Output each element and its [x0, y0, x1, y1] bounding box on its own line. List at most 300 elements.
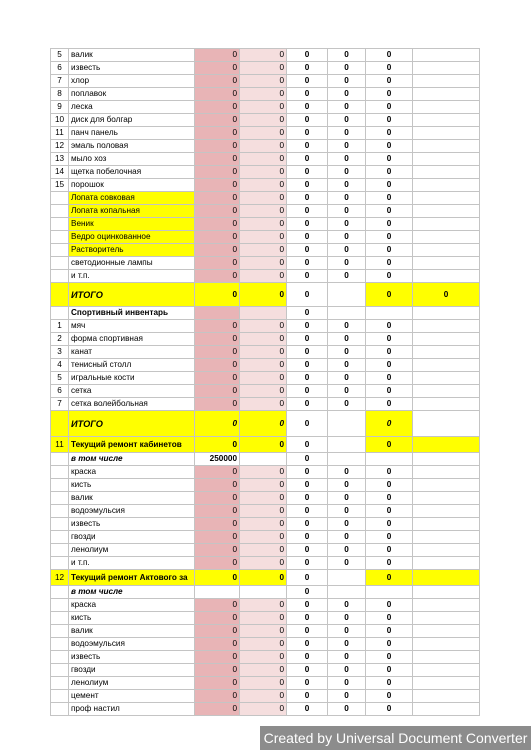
cell-name[interactable]: Лопата копальная — [69, 205, 195, 218]
cell-c6[interactable] — [366, 586, 413, 599]
cell-c4[interactable]: 0 — [287, 346, 328, 359]
cell-c6[interactable]: 0 — [366, 192, 413, 205]
cell-v1[interactable]: 0 — [195, 62, 240, 75]
cell-c6[interactable]: 0 — [366, 114, 413, 127]
cell-v1[interactable]: 0 — [195, 257, 240, 270]
cell-c4[interactable]: 0 — [287, 179, 328, 192]
cell-c7[interactable] — [413, 166, 480, 179]
cell-v1[interactable]: 0 — [195, 612, 240, 625]
cell-c4[interactable]: 0 — [287, 231, 328, 244]
cell-c5[interactable]: 0 — [328, 531, 366, 544]
cell-v2[interactable]: 0 — [240, 75, 287, 88]
cell-c7[interactable] — [413, 114, 480, 127]
cell-c5[interactable]: 0 — [328, 333, 366, 346]
cell-v1[interactable]: 0 — [195, 75, 240, 88]
cell-c6[interactable] — [366, 307, 413, 320]
cell-c4[interactable]: 0 — [287, 466, 328, 479]
cell-v1[interactable]: 0 — [195, 101, 240, 114]
cell-v2[interactable]: 0 — [240, 101, 287, 114]
cell-c6[interactable]: 0 — [366, 346, 413, 359]
cell-v1[interactable]: 0 — [195, 437, 240, 453]
cell-c7[interactable] — [413, 557, 480, 570]
cell-c4[interactable]: 0 — [287, 385, 328, 398]
cell-name[interactable]: мыло хоз — [69, 153, 195, 166]
cell-v2[interactable]: 0 — [240, 677, 287, 690]
cell-c6[interactable] — [366, 453, 413, 466]
cell-name[interactable]: Растворитель — [69, 244, 195, 257]
cell-name[interactable]: валик — [69, 49, 195, 62]
cell-c5[interactable]: 0 — [328, 505, 366, 518]
cell-c5[interactable]: 0 — [328, 166, 366, 179]
cell-c5[interactable]: 0 — [328, 703, 366, 716]
cell-v1[interactable]: 0 — [195, 359, 240, 372]
cell-v2[interactable]: 0 — [240, 127, 287, 140]
cell-c6[interactable]: 0 — [366, 320, 413, 333]
cell-c6[interactable]: 0 — [366, 218, 413, 231]
cell-c6[interactable]: 0 — [366, 179, 413, 192]
cell-v2[interactable]: 0 — [240, 179, 287, 192]
cell-c5[interactable]: 0 — [328, 479, 366, 492]
cell-c4[interactable]: 0 — [287, 505, 328, 518]
cell-num[interactable] — [51, 411, 69, 437]
cell-c4[interactable]: 0 — [287, 359, 328, 372]
cell-c7[interactable] — [413, 385, 480, 398]
cell-v1[interactable]: 0 — [195, 333, 240, 346]
cell-c5[interactable]: 0 — [328, 75, 366, 88]
cell-c5[interactable] — [328, 453, 366, 466]
cell-num[interactable]: 5 — [51, 372, 69, 385]
cell-c7[interactable] — [413, 544, 480, 557]
cell-num[interactable]: 6 — [51, 62, 69, 75]
cell-c7[interactable]: 0 — [413, 283, 480, 307]
cell-c6[interactable]: 0 — [366, 166, 413, 179]
cell-name[interactable]: известь — [69, 62, 195, 75]
cell-name[interactable]: Ведро оцинкованное — [69, 231, 195, 244]
cell-name[interactable]: форма спортивная — [69, 333, 195, 346]
cell-c6[interactable]: 0 — [366, 518, 413, 531]
cell-c4[interactable]: 0 — [287, 114, 328, 127]
cell-c7[interactable] — [413, 257, 480, 270]
cell-v1[interactable]: 0 — [195, 544, 240, 557]
cell-c5[interactable]: 0 — [328, 218, 366, 231]
cell-c5[interactable]: 0 — [328, 625, 366, 638]
cell-c4[interactable]: 0 — [287, 101, 328, 114]
cell-c7[interactable] — [413, 586, 480, 599]
cell-v1[interactable]: 0 — [195, 231, 240, 244]
cell-v2[interactable]: 0 — [240, 411, 287, 437]
cell-name[interactable]: сетка волейбольная — [69, 398, 195, 411]
cell-c5[interactable]: 0 — [328, 62, 366, 75]
cell-name[interactable]: щетка побелочная — [69, 166, 195, 179]
cell-num[interactable] — [51, 557, 69, 570]
cell-v2[interactable]: 0 — [240, 385, 287, 398]
cell-c5[interactable] — [328, 307, 366, 320]
cell-v1[interactable]: 0 — [195, 283, 240, 307]
cell-num[interactable] — [51, 244, 69, 257]
cell-num[interactable]: 12 — [51, 570, 69, 586]
cell-num[interactable] — [51, 677, 69, 690]
cell-c5[interactable]: 0 — [328, 270, 366, 283]
cell-v2[interactable]: 0 — [240, 638, 287, 651]
cell-v1[interactable]: 0 — [195, 599, 240, 612]
cell-v2[interactable]: 0 — [240, 166, 287, 179]
cell-name[interactable]: панч панель — [69, 127, 195, 140]
cell-c4[interactable]: 0 — [287, 690, 328, 703]
cell-v2[interactable] — [240, 586, 287, 599]
cell-c5[interactable] — [328, 437, 366, 453]
cell-name[interactable]: поплавок — [69, 88, 195, 101]
cell-c7[interactable] — [413, 398, 480, 411]
cell-c6[interactable]: 0 — [366, 703, 413, 716]
cell-name[interactable]: и т.п. — [69, 270, 195, 283]
cell-v2[interactable]: 0 — [240, 479, 287, 492]
cell-name[interactable]: Веник — [69, 218, 195, 231]
cell-v2[interactable]: 0 — [240, 492, 287, 505]
cell-name[interactable]: сетка — [69, 385, 195, 398]
cell-v2[interactable]: 0 — [240, 346, 287, 359]
cell-c5[interactable]: 0 — [328, 101, 366, 114]
cell-num[interactable] — [51, 283, 69, 307]
cell-c7[interactable] — [413, 205, 480, 218]
cell-c7[interactable] — [413, 270, 480, 283]
cell-c4[interactable]: 0 — [287, 307, 328, 320]
cell-name[interactable]: в том числе — [69, 586, 195, 599]
cell-c7[interactable] — [413, 101, 480, 114]
cell-c4[interactable]: 0 — [287, 398, 328, 411]
cell-c4[interactable]: 0 — [287, 677, 328, 690]
cell-c4[interactable]: 0 — [287, 518, 328, 531]
cell-name[interactable]: тенисный столл — [69, 359, 195, 372]
cell-c6[interactable]: 0 — [366, 127, 413, 140]
cell-c7[interactable] — [413, 307, 480, 320]
cell-name[interactable]: валик — [69, 492, 195, 505]
cell-c7[interactable] — [413, 492, 480, 505]
cell-c5[interactable]: 0 — [328, 140, 366, 153]
cell-c7[interactable] — [413, 372, 480, 385]
cell-c6[interactable]: 0 — [366, 62, 413, 75]
cell-c7[interactable] — [413, 599, 480, 612]
cell-c5[interactable] — [328, 283, 366, 307]
cell-num[interactable] — [51, 466, 69, 479]
cell-c7[interactable] — [413, 703, 480, 716]
cell-c5[interactable]: 0 — [328, 257, 366, 270]
cell-c4[interactable]: 0 — [287, 88, 328, 101]
cell-name[interactable]: диск для болгар — [69, 114, 195, 127]
cell-c6[interactable]: 0 — [366, 505, 413, 518]
cell-c4[interactable]: 0 — [287, 651, 328, 664]
cell-c7[interactable] — [413, 179, 480, 192]
cell-v1[interactable]: 0 — [195, 244, 240, 257]
cell-v1[interactable]: 0 — [195, 153, 240, 166]
cell-num[interactable] — [51, 192, 69, 205]
cell-c5[interactable]: 0 — [328, 153, 366, 166]
cell-v2[interactable]: 0 — [240, 333, 287, 346]
cell-c4[interactable]: 0 — [287, 586, 328, 599]
cell-num[interactable]: 12 — [51, 140, 69, 153]
cell-v1[interactable]: 0 — [195, 205, 240, 218]
cell-c5[interactable]: 0 — [328, 385, 366, 398]
cell-name[interactable]: Спортивный инвентарь — [69, 307, 195, 320]
cell-v1[interactable]: 0 — [195, 218, 240, 231]
cell-c5[interactable]: 0 — [328, 557, 366, 570]
cell-v2[interactable]: 0 — [240, 283, 287, 307]
cell-c7[interactable] — [413, 625, 480, 638]
cell-v2[interactable] — [240, 307, 287, 320]
cell-c4[interactable]: 0 — [287, 140, 328, 153]
cell-c4[interactable]: 0 — [287, 218, 328, 231]
cell-name[interactable]: Текущий ремонт кабинетов — [69, 437, 195, 453]
cell-v2[interactable]: 0 — [240, 651, 287, 664]
cell-c4[interactable]: 0 — [287, 49, 328, 62]
cell-c5[interactable]: 0 — [328, 192, 366, 205]
cell-num[interactable] — [51, 205, 69, 218]
cell-num[interactable] — [51, 612, 69, 625]
cell-c4[interactable]: 0 — [287, 192, 328, 205]
cell-c6[interactable]: 0 — [366, 101, 413, 114]
cell-c7[interactable] — [413, 127, 480, 140]
cell-num[interactable]: 13 — [51, 153, 69, 166]
cell-c6[interactable]: 0 — [366, 625, 413, 638]
cell-c6[interactable]: 0 — [366, 544, 413, 557]
cell-num[interactable]: 1 — [51, 320, 69, 333]
cell-c7[interactable] — [413, 531, 480, 544]
cell-name[interactable]: хлор — [69, 75, 195, 88]
cell-v1[interactable]: 0 — [195, 625, 240, 638]
cell-c7[interactable] — [413, 62, 480, 75]
cell-v1[interactable] — [195, 586, 240, 599]
cell-v2[interactable]: 0 — [240, 437, 287, 453]
cell-c4[interactable]: 0 — [287, 283, 328, 307]
cell-name[interactable]: краска — [69, 599, 195, 612]
cell-v1[interactable]: 0 — [195, 677, 240, 690]
cell-v2[interactable]: 0 — [240, 359, 287, 372]
cell-num[interactable]: 3 — [51, 346, 69, 359]
cell-c5[interactable] — [328, 570, 366, 586]
cell-c6[interactable]: 0 — [366, 270, 413, 283]
cell-c7[interactable] — [413, 411, 480, 437]
cell-v1[interactable]: 0 — [195, 492, 240, 505]
cell-v1[interactable]: 250000 — [195, 453, 240, 466]
cell-num[interactable] — [51, 453, 69, 466]
cell-c6[interactable]: 0 — [366, 205, 413, 218]
cell-c4[interactable]: 0 — [287, 166, 328, 179]
cell-c7[interactable] — [413, 49, 480, 62]
cell-c6[interactable]: 0 — [366, 599, 413, 612]
cell-c5[interactable]: 0 — [328, 612, 366, 625]
cell-v2[interactable]: 0 — [240, 372, 287, 385]
cell-num[interactable]: 11 — [51, 437, 69, 453]
cell-c5[interactable]: 0 — [328, 205, 366, 218]
cell-c5[interactable]: 0 — [328, 231, 366, 244]
cell-v1[interactable]: 0 — [195, 664, 240, 677]
cell-name[interactable]: краска — [69, 466, 195, 479]
cell-c7[interactable] — [413, 479, 480, 492]
cell-num[interactable] — [51, 703, 69, 716]
cell-c4[interactable]: 0 — [287, 544, 328, 557]
cell-v1[interactable]: 0 — [195, 140, 240, 153]
cell-c5[interactable]: 0 — [328, 518, 366, 531]
cell-c5[interactable] — [328, 586, 366, 599]
cell-c4[interactable]: 0 — [287, 75, 328, 88]
cell-c7[interactable] — [413, 88, 480, 101]
cell-v2[interactable]: 0 — [240, 192, 287, 205]
cell-v1[interactable]: 0 — [195, 192, 240, 205]
cell-c4[interactable]: 0 — [287, 257, 328, 270]
cell-v1[interactable]: 0 — [195, 320, 240, 333]
cell-c6[interactable]: 0 — [366, 140, 413, 153]
cell-name[interactable]: известь — [69, 651, 195, 664]
cell-num[interactable] — [51, 479, 69, 492]
cell-c4[interactable]: 0 — [287, 372, 328, 385]
cell-c7[interactable] — [413, 153, 480, 166]
cell-num[interactable] — [51, 505, 69, 518]
cell-v1[interactable]: 0 — [195, 531, 240, 544]
cell-num[interactable] — [51, 492, 69, 505]
cell-name[interactable]: гвозди — [69, 531, 195, 544]
cell-c6[interactable]: 0 — [366, 359, 413, 372]
cell-v2[interactable]: 0 — [240, 153, 287, 166]
cell-v2[interactable]: 0 — [240, 664, 287, 677]
cell-c6[interactable]: 0 — [366, 651, 413, 664]
cell-num[interactable] — [51, 218, 69, 231]
cell-name[interactable]: ИТОГО — [69, 411, 195, 437]
cell-num[interactable]: 14 — [51, 166, 69, 179]
cell-c6[interactable]: 0 — [366, 231, 413, 244]
cell-num[interactable]: 5 — [51, 49, 69, 62]
cell-c7[interactable] — [413, 192, 480, 205]
cell-v2[interactable]: 0 — [240, 244, 287, 257]
cell-v1[interactable]: 0 — [195, 385, 240, 398]
cell-c5[interactable]: 0 — [328, 466, 366, 479]
cell-name[interactable]: ленолиум — [69, 677, 195, 690]
cell-c4[interactable]: 0 — [287, 270, 328, 283]
cell-c5[interactable]: 0 — [328, 677, 366, 690]
cell-v1[interactable]: 0 — [195, 346, 240, 359]
cell-v2[interactable]: 0 — [240, 612, 287, 625]
cell-num[interactable] — [51, 599, 69, 612]
cell-c6[interactable]: 0 — [366, 244, 413, 257]
cell-c6[interactable]: 0 — [366, 333, 413, 346]
cell-v2[interactable]: 0 — [240, 466, 287, 479]
cell-c6[interactable]: 0 — [366, 638, 413, 651]
cell-c4[interactable]: 0 — [287, 333, 328, 346]
cell-v2[interactable]: 0 — [240, 49, 287, 62]
cell-v1[interactable]: 0 — [195, 638, 240, 651]
cell-num[interactable] — [51, 531, 69, 544]
cell-c6[interactable]: 0 — [366, 677, 413, 690]
cell-num[interactable]: 2 — [51, 333, 69, 346]
cell-v1[interactable]: 0 — [195, 690, 240, 703]
cell-num[interactable] — [51, 231, 69, 244]
cell-num[interactable]: 15 — [51, 179, 69, 192]
cell-c6[interactable]: 0 — [366, 75, 413, 88]
cell-c4[interactable]: 0 — [287, 320, 328, 333]
cell-c7[interactable] — [413, 359, 480, 372]
cell-c5[interactable]: 0 — [328, 651, 366, 664]
cell-c5[interactable]: 0 — [328, 544, 366, 557]
cell-c6[interactable]: 0 — [366, 257, 413, 270]
cell-c7[interactable] — [413, 505, 480, 518]
cell-v2[interactable]: 0 — [240, 690, 287, 703]
cell-c7[interactable] — [413, 333, 480, 346]
cell-c4[interactable]: 0 — [287, 570, 328, 586]
cell-c6[interactable]: 0 — [366, 664, 413, 677]
cell-name[interactable]: мяч — [69, 320, 195, 333]
cell-c7[interactable] — [413, 638, 480, 651]
cell-c4[interactable]: 0 — [287, 244, 328, 257]
cell-c4[interactable]: 0 — [287, 411, 328, 437]
cell-c4[interactable]: 0 — [287, 703, 328, 716]
cell-c7[interactable] — [413, 677, 480, 690]
cell-c4[interactable]: 0 — [287, 153, 328, 166]
cell-c6[interactable]: 0 — [366, 49, 413, 62]
cell-c5[interactable]: 0 — [328, 320, 366, 333]
cell-c6[interactable]: 0 — [366, 531, 413, 544]
cell-c7[interactable] — [413, 346, 480, 359]
cell-num[interactable] — [51, 690, 69, 703]
cell-c6[interactable]: 0 — [366, 88, 413, 101]
cell-c5[interactable]: 0 — [328, 372, 366, 385]
cell-v1[interactable]: 0 — [195, 505, 240, 518]
cell-name[interactable]: игральные кости — [69, 372, 195, 385]
cell-num[interactable]: 9 — [51, 101, 69, 114]
cell-c4[interactable]: 0 — [287, 638, 328, 651]
cell-c6[interactable]: 0 — [366, 570, 413, 586]
cell-v2[interactable]: 0 — [240, 62, 287, 75]
cell-num[interactable] — [51, 586, 69, 599]
cell-c4[interactable]: 0 — [287, 492, 328, 505]
cell-c7[interactable] — [413, 320, 480, 333]
cell-c6[interactable]: 0 — [366, 479, 413, 492]
cell-v1[interactable]: 0 — [195, 411, 240, 437]
cell-c5[interactable]: 0 — [328, 638, 366, 651]
cell-v1[interactable]: 0 — [195, 570, 240, 586]
cell-name[interactable]: и т.п. — [69, 557, 195, 570]
cell-name[interactable]: известь — [69, 518, 195, 531]
cell-v2[interactable]: 0 — [240, 140, 287, 153]
cell-name[interactable]: Текущий ремонт Актового за — [69, 570, 195, 586]
cell-name[interactable]: проф настил — [69, 703, 195, 716]
cell-c7[interactable] — [413, 244, 480, 257]
cell-c6[interactable]: 0 — [366, 690, 413, 703]
cell-name[interactable]: валик — [69, 625, 195, 638]
cell-v2[interactable]: 0 — [240, 625, 287, 638]
cell-c7[interactable] — [413, 651, 480, 664]
cell-c6[interactable]: 0 — [366, 492, 413, 505]
cell-c7[interactable] — [413, 664, 480, 677]
cell-v2[interactable]: 0 — [240, 544, 287, 557]
cell-v2[interactable] — [240, 453, 287, 466]
cell-c6[interactable]: 0 — [366, 612, 413, 625]
cell-v1[interactable]: 0 — [195, 179, 240, 192]
cell-name[interactable]: канат — [69, 346, 195, 359]
cell-c5[interactable]: 0 — [328, 179, 366, 192]
cell-c7[interactable] — [413, 453, 480, 466]
cell-c5[interactable]: 0 — [328, 664, 366, 677]
cell-v2[interactable]: 0 — [240, 518, 287, 531]
cell-num[interactable]: 10 — [51, 114, 69, 127]
cell-c7[interactable] — [413, 437, 480, 453]
cell-c5[interactable]: 0 — [328, 49, 366, 62]
cell-c4[interactable]: 0 — [287, 599, 328, 612]
cell-v1[interactable]: 0 — [195, 557, 240, 570]
cell-c4[interactable]: 0 — [287, 479, 328, 492]
cell-v2[interactable]: 0 — [240, 205, 287, 218]
cell-name[interactable]: кисть — [69, 612, 195, 625]
cell-num[interactable] — [51, 518, 69, 531]
cell-c6[interactable]: 0 — [366, 153, 413, 166]
cell-c4[interactable]: 0 — [287, 62, 328, 75]
